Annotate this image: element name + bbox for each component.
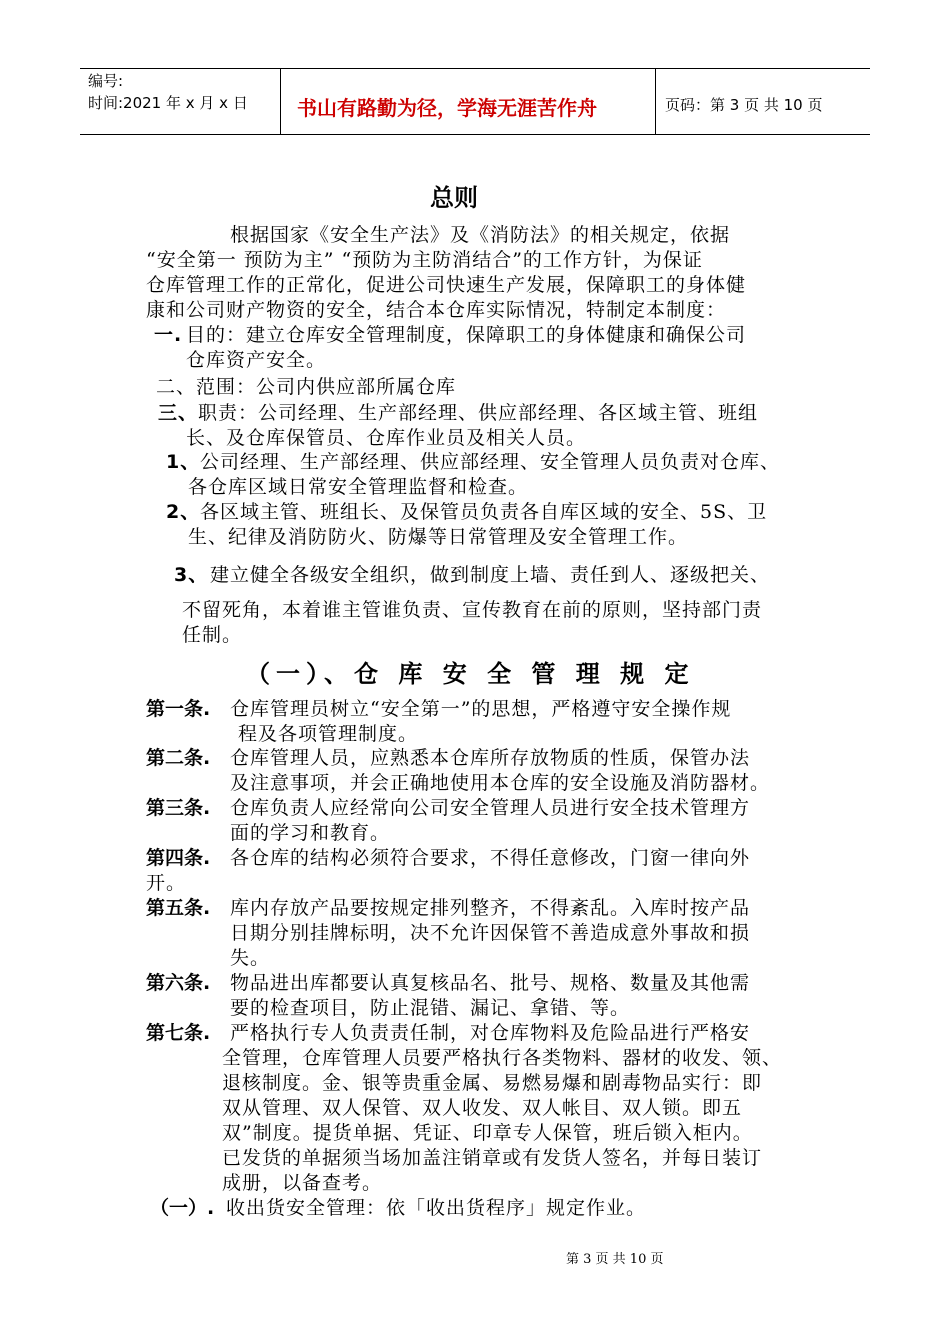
article-3-label: 第三条.: [146, 797, 211, 819]
section-heading: （一）、仓 库 安 全 管 理 规 定: [246, 660, 695, 688]
article-6-text: 物品进出库都要认真复核品名、批号、规格、数量及其他需: [230, 972, 751, 994]
article-7-text: 退核制度。金、银等贵重金属、易燃易爆和剧毒物品实行：即: [222, 1072, 763, 1094]
header-divider-right: [655, 68, 656, 135]
article-7-label: 第七条.: [146, 1022, 211, 1044]
article-6-label: 第六条.: [146, 972, 211, 994]
item-one-text: 目的：建立仓库安全管理制度，保障职工的身体健康和确保公司: [186, 324, 747, 346]
article-4-text: 开。: [146, 872, 187, 894]
subitem-1-number: 1、: [166, 451, 201, 473]
item-three-text: 职责：公司经理、生产部经理、供应部经理、各区域主管、班组: [198, 402, 759, 424]
header-top-rule: [80, 68, 870, 69]
subitem-3-text: 任制。: [182, 624, 243, 646]
article-2-text: 及注意事项，并会正确地使用本仓库的安全设施及消防器材。: [230, 772, 771, 794]
article-7-text: 已发货的单据须当场加盖注销章或有发货人签名，并每日装订: [222, 1147, 763, 1169]
article-7-text: 双从管理、双人保管、双人收发、双人帐目、双人锁。即五: [222, 1097, 743, 1119]
article-7-text: 全管理，仓库管理人员要严格执行各类物料、器材的收发、领、: [222, 1047, 783, 1069]
header-bottom-rule: [80, 134, 870, 135]
article-4-text: 各仓库的结构必须符合要求，不得任意修改，门窗一律向外: [230, 847, 751, 869]
article-5-text: 失。: [230, 947, 271, 969]
article-2-label: 第二条.: [146, 747, 211, 769]
article-7-text: 双”制度。提货单据、凭证、印章专人保管，班后锁入柜内。: [222, 1122, 753, 1144]
subitem-2-number: 2、: [166, 501, 201, 523]
subitem-1-text: 各仓库区域日常安全管理监督和检查。: [188, 476, 529, 498]
item-three-text: 长、及仓库保管员、仓库作业员及相关人员。: [186, 427, 587, 449]
article-1-text: 程及各项管理制度。: [238, 723, 419, 745]
header-divider-left: [280, 68, 281, 135]
intro-line: 根据国家《安全生产法》及《消防法》的相关规定，依据: [230, 224, 731, 246]
header-motto: 书山有路勤为径，学海无涯苦作舟: [297, 96, 597, 120]
article-3-text: 仓库负责人应经常向公司安全管理人员进行安全技术管理方: [230, 797, 751, 819]
subitem-2-text: 各区域主管、班组长、及保管员负责各自库区域的安全、5S、卫: [200, 501, 768, 523]
article-1-label: 第一条.: [146, 698, 211, 720]
article-3-text: 面的学习和教育。: [230, 822, 391, 844]
article-5-label: 第五条.: [146, 897, 211, 919]
item-three-number: 三、: [158, 402, 199, 424]
page-footer: 第 3 页 共 10 页: [566, 1252, 664, 1267]
subsection-label: （一）.: [150, 1197, 215, 1219]
item-one-number: 一.: [154, 324, 183, 346]
article-7-text: 严格执行专人负责责任制，对仓库物料及危险品进行严格安: [230, 1022, 751, 1044]
header-page-info: 页码：第 3 页 共 10 页: [665, 96, 823, 114]
article-7-text: 成册，以备查考。: [222, 1172, 383, 1194]
article-5-text: 日期分别挂牌标明，决不允许因保管不善造成意外事故和损: [230, 922, 751, 944]
subitem-2-text: 生、纪律及消防防火、防爆等日常管理及安全管理工作。: [188, 526, 689, 548]
article-5-text: 库内存放产品要按规定排列整齐，不得紊乱。入库时按产品: [230, 897, 751, 919]
subitem-1-text: 公司经理、生产部经理、供应部经理、安全管理人员负责对仓库、: [200, 451, 781, 473]
article-2-text: 仓库管理人员，应熟悉本仓库所存放物质的性质，保管办法: [230, 747, 751, 769]
subitem-3-text: 建立健全各级安全组织，做到制度上墙、责任到人、逐级把关、: [210, 564, 771, 586]
doc-time-label: 时间:2021 年 x 月 x 日: [88, 94, 248, 112]
subsection-text: 收出货安全管理：依「收出货程序」规定作业。: [226, 1197, 647, 1219]
doc-number-label: 编号:: [88, 72, 124, 90]
article-6-text: 要的检查项目，防止混错、漏记、拿错、等。: [230, 997, 631, 1019]
intro-line: 康和公司财产物资的安全，结合本仓库实际情况，特制定本制度：: [146, 299, 727, 321]
subitem-3-number: 3、: [174, 564, 209, 586]
intro-line: “安全第一 预防为主” “预防为主防消结合”的工作方针，为保证: [146, 249, 703, 271]
item-two: 二、范围：公司内供应部所属仓库: [156, 376, 457, 398]
page-title: 总则: [430, 184, 478, 212]
subitem-3-text: 不留死角，本着谁主管谁负责、宣传教育在前的原则，坚持部门责: [182, 599, 763, 621]
item-one-text: 仓库资产安全。: [186, 349, 327, 371]
intro-line: 仓库管理工作的正常化，促进公司快速生产发展，保障职工的身体健: [146, 274, 747, 296]
article-4-label: 第四条.: [146, 847, 211, 869]
article-1-text: 仓库管理员树立“安全第一”的思想，严格遵守安全操作规: [230, 698, 732, 720]
